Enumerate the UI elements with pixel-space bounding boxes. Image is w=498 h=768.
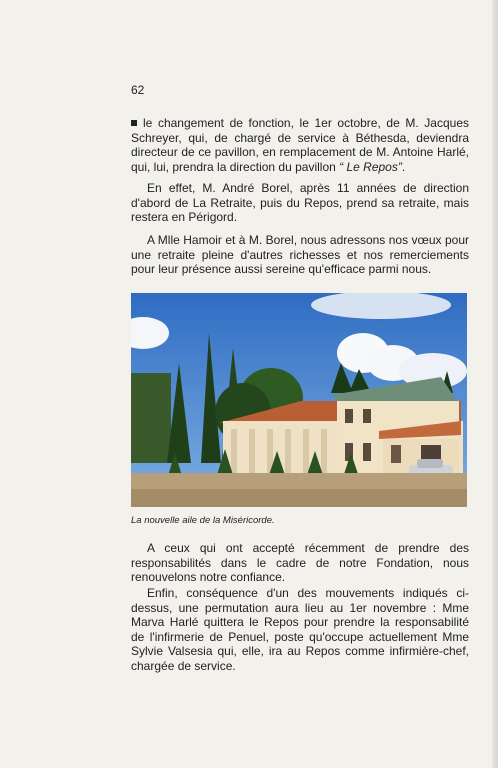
page-number: 62 — [131, 83, 145, 97]
paragraph-wishes: A Mlle Hamoir et à M. Borel, nous adressons nos vœux pour une retraite pleine d'autres richesses et nos remerciements pour leur présence aussi sereine qu'efficace parmi nous. — [131, 233, 469, 277]
building-photo — [131, 293, 467, 507]
bullet-square-icon — [131, 120, 137, 126]
page-edge — [492, 0, 498, 768]
photo-caption: La nouvelle aile de la Miséricorde. — [131, 515, 275, 526]
pavilion-title: “ Le Repos” — [339, 159, 402, 174]
paragraph-change-of-function: le changement de fonction, le 1er octobre, de M. Jacques Schreyer, qui, de chargé de service à Béthesda, deviendra directeur de ce pavillon, en remplacement de M. Antoine Harlé, qui, lui, prendra la direction du pavillon “ Le Repos”. — [131, 116, 469, 174]
paragraph-borel-retirement: En effet, M. André Borel, après 11 années de direction d'abord de La Retraite, puis du Repos, prend sa retraite, mais restera en Périgord. — [131, 181, 469, 225]
paragraph-trust: A ceux qui ont accepté récemment de prendre des responsabilités dans le cadre de notre Fondation, nous renouvelons notre confiance. — [131, 541, 469, 585]
paragraph-permutation: Enfin, conséquence d'un des mouvements indiqués ci-dessus, une permutation aura lieu au 1er novembre : Mme Marva Harlé quittera le Repos pour prendre la responsabilité de l'infirmerie de Penuel, poste qu'occupe actuellement Mme Sylvie Valsesia qui, elle, ira au Repos comme infirmière-chef, chargée de service. — [131, 586, 469, 673]
